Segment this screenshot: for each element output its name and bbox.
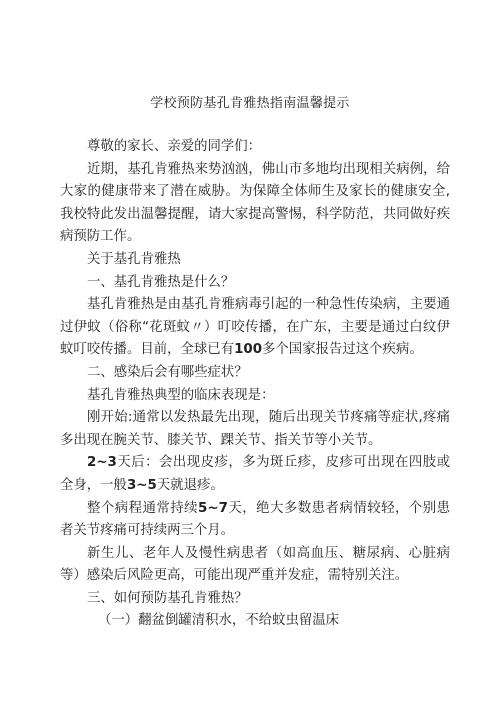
symptoms-intro: 基孔肯雅热典型的临床表现是： xyxy=(87,387,275,403)
about-heading: 关于基孔肯雅热 xyxy=(87,251,181,267)
risk-groups-paragraph: 新生儿、老年人及慢性病患者（如高血压、糖尿病、心脏病等）感染后风险更高，可能出现严重并发症，需特别关注。 xyxy=(60,545,450,584)
answer-1-text-a: 基孔肯雅热是由基孔肯雅病毒引起的一种急性传染病，主要通过伊蚊（俗称“花斑蚊〃）叮咬传播，在广东，主要是通过白纹伊蚊叮咬传播。目前，全球已有 xyxy=(60,297,450,358)
symptom-early-paragraph: 刚开始:通常以发热最先出现，随后出现关节疼痛等症状,疼痛多出现在腕关节、膝关节、踝关节、指关节等小关节。 xyxy=(60,410,450,448)
rash-paragraph xyxy=(60,452,450,497)
greeting: 尊敬的家长、亲爱的同学们： xyxy=(87,139,262,154)
course-bold-days: 5~7 xyxy=(198,500,228,516)
course-text-a: 整个病程通常持续 xyxy=(87,500,199,516)
answer-1-paragraph xyxy=(60,294,450,362)
answer-1-bold-number: 100 xyxy=(234,342,263,358)
rash-bold-days-1: 2~3 xyxy=(87,455,117,471)
question-3: 三、如何预防基孔肯雅热？ xyxy=(87,590,248,606)
question-1: 一、基孔肯雅热是什么？ xyxy=(87,274,235,290)
course-text-b: 天，绝大多数患者病情较轻，个别患者关节疼痛可持续两三个月。 xyxy=(60,500,450,539)
rash-text-a: 天后：会出现皮疹，多为斑丘疹，皮疹可出现在四肢或全身，一般 xyxy=(60,455,450,493)
course-paragraph xyxy=(60,498,450,543)
answer-1-text-b: 多个国家报告过这个疾病。 xyxy=(262,342,423,358)
prevention-item-1: （一）翻盆倒罐清积水，不给蚊虫留温床 xyxy=(98,613,340,629)
rash-text-b: 天就退疹。 xyxy=(156,477,224,493)
document-body xyxy=(60,136,450,633)
question-2: 二、感染后会有哪些症状？ xyxy=(87,364,248,380)
rash-bold-days-2: 3~5 xyxy=(126,477,157,493)
intro-paragraph: 近期，基孔肯雅热来势汹汹，佛山市多地均出现相关病例，给大家的健康带来了潜在威胁。为保障全体师生及家长的健康安全,我校特此发出温馨提醒，请大家提高警惕，科学防范，共同做好疾病预防工作。 xyxy=(60,161,450,245)
document-title: 学校预防基孔肯雅热指南温馨提示 xyxy=(150,96,350,111)
